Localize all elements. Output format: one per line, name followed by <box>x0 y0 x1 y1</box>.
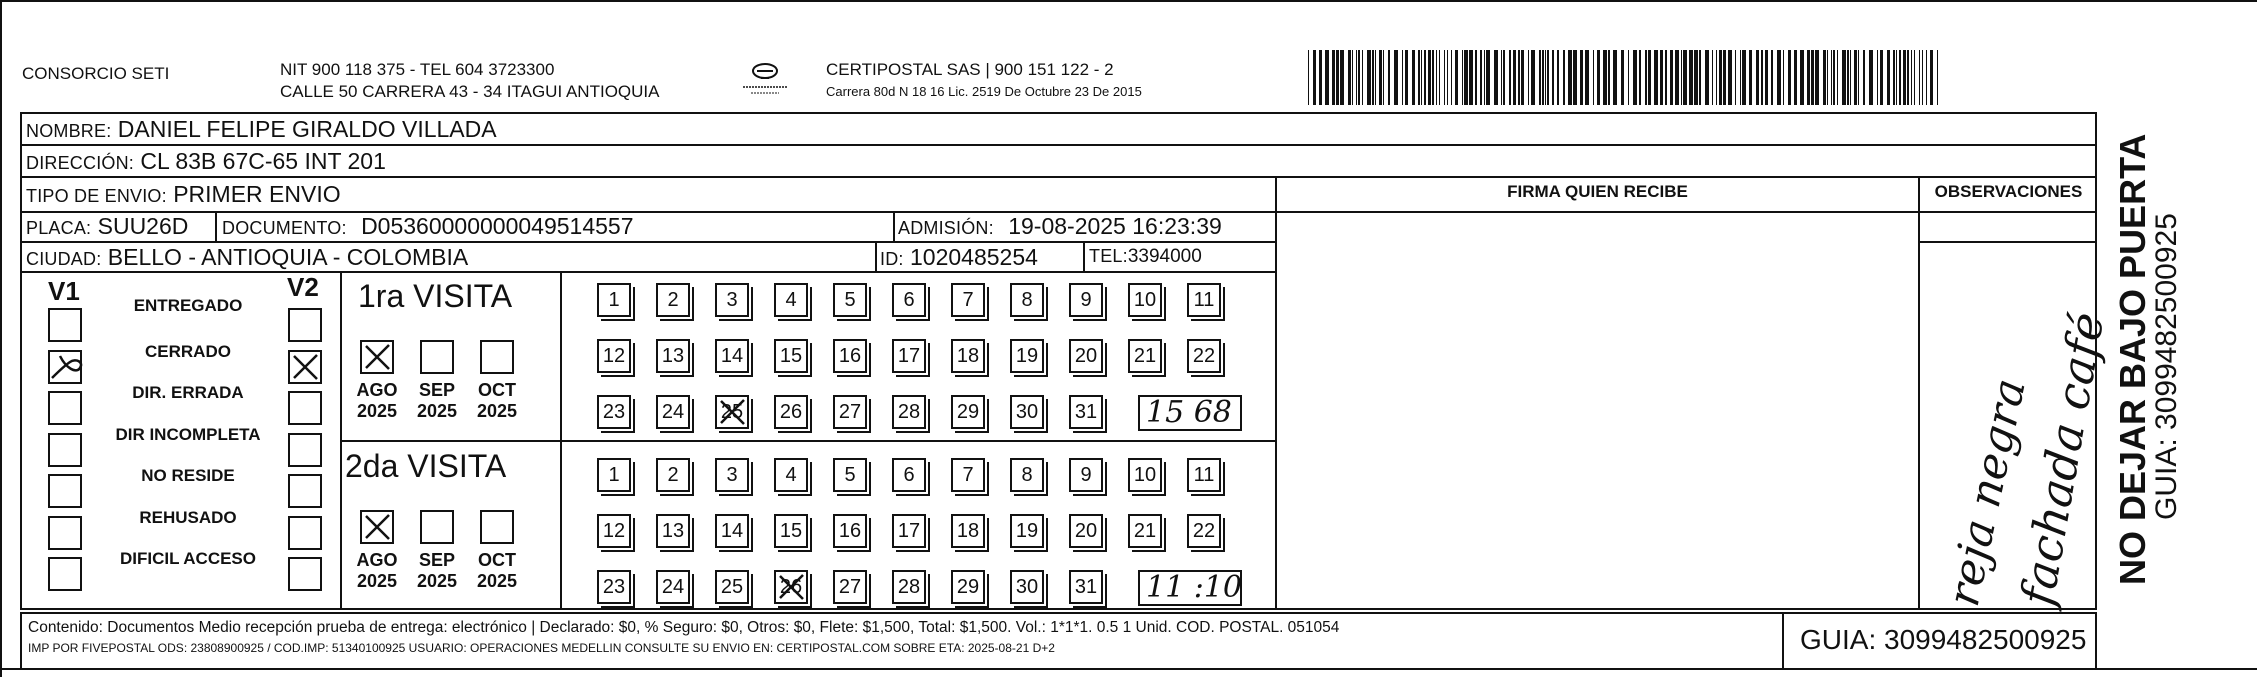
first-day-box[interactable]: 8 <box>1010 283 1044 317</box>
id-value: 1020485254 <box>910 244 1038 270</box>
first-day-box[interactable]: 11 <box>1187 283 1221 317</box>
barcode-bar <box>1788 50 1791 105</box>
admision-label: ADMISIÓN: <box>898 218 994 238</box>
company-name: CONSORCIO SETI <box>22 64 170 83</box>
second-month-checkbox[interactable] <box>360 510 394 544</box>
barcode-bar <box>1899 50 1901 105</box>
second-day-box[interactable]: 22 <box>1187 514 1221 548</box>
barcode-bar <box>1827 50 1828 105</box>
second-day-box[interactable]: 23 <box>597 570 631 604</box>
first-time-box[interactable] <box>1138 395 1242 431</box>
documento-value: D05360000000049514557 <box>361 213 634 239</box>
barcode-bar <box>1807 50 1810 105</box>
barcode-bar <box>1633 50 1637 105</box>
second-day-box[interactable]: 20 <box>1069 514 1103 548</box>
v1-checkbox[interactable] <box>48 308 82 342</box>
tel-value: 3394000 <box>1127 246 1202 267</box>
barcode-bar <box>1547 50 1549 105</box>
firma-label: FIRMA QUIEN RECIBE <box>1507 182 1688 201</box>
barcode-bar <box>1375 50 1376 105</box>
second-day-box[interactable]: 14 <box>715 514 749 548</box>
barcode-bar <box>1447 50 1448 105</box>
barcode-bar <box>1777 50 1781 105</box>
barcode-bar <box>1937 50 1938 105</box>
second-day-box[interactable]: 2 <box>656 458 690 492</box>
status-label: DIR INCOMPLETA <box>115 424 261 444</box>
barcode-bar <box>1563 50 1565 105</box>
second-day-box[interactable]: 17 <box>892 514 926 548</box>
barcode-bar <box>1869 50 1873 105</box>
barcode-bar <box>1914 50 1915 105</box>
barcode-bar <box>1405 50 1408 105</box>
first-month-label: SEP 2025 <box>416 380 458 421</box>
v2-checkbox[interactable] <box>288 474 322 508</box>
top-border-line <box>0 0 2257 2</box>
first-day-box[interactable]: 12 <box>597 339 631 373</box>
first-day-box[interactable]: 6 <box>892 283 926 317</box>
first-time-text: 15 68 <box>1146 395 1232 430</box>
second-day-box[interactable]: 1 <box>597 458 631 492</box>
first-day-box[interactable]: 17 <box>892 339 926 373</box>
barcode-bar <box>1379 50 1382 105</box>
barcode-bar <box>1660 50 1663 105</box>
barcode-bar <box>1362 50 1363 105</box>
barcode-bar <box>1480 50 1482 105</box>
second-day-box[interactable]: 15 <box>774 514 808 548</box>
barcode-bar <box>1308 50 1309 105</box>
carrier-line: CERTIPOSTAL SAS | 900 151 122 - 2 <box>826 60 1114 79</box>
barcode-bar <box>1877 50 1878 105</box>
barcode-bar <box>1800 50 1804 105</box>
id-label: ID: <box>880 249 904 269</box>
id-field <box>880 244 1038 271</box>
second-day-box[interactable]: 30 <box>1010 570 1044 604</box>
barcode-bar <box>1348 50 1351 105</box>
day-cross-mark <box>776 572 806 611</box>
barcode-bar <box>1325 50 1329 105</box>
barcode-bar <box>1319 50 1322 105</box>
first-day-box[interactable]: 18 <box>951 339 985 373</box>
barcode-bar <box>1842 50 1846 105</box>
v1-checkbox[interactable] <box>48 474 82 508</box>
v1-label: V1 <box>48 276 80 306</box>
ciudad-label: CIUDAD: <box>26 249 102 269</box>
barcode-bar <box>1521 50 1524 105</box>
barcode-bar <box>1847 50 1849 105</box>
barcode-bar <box>1421 50 1422 105</box>
barcode-bar <box>1494 50 1498 105</box>
barcode-bar <box>1689 50 1693 105</box>
col-line <box>1275 176 1277 610</box>
barcode-bar <box>1412 50 1415 105</box>
second-month-label: OCT 2025 <box>476 550 518 591</box>
nombre-value: DANIEL FELIPE GIRALDO VILLADA <box>117 116 497 142</box>
barcode-bar <box>1728 50 1732 105</box>
barcode-bar <box>1911 50 1912 105</box>
second-time-box[interactable] <box>1138 570 1242 606</box>
barcode-bar <box>1356 50 1357 105</box>
v1-checkbox[interactable] <box>48 516 82 550</box>
barcode-bar <box>1513 50 1516 105</box>
first-day-box[interactable]: 27 <box>833 395 867 429</box>
first-day-box[interactable]: 14 <box>715 339 749 373</box>
barcode-bar <box>1699 50 1701 105</box>
first-day-box[interactable]: 2 <box>656 283 690 317</box>
license-line: Carrera 80d N 18 16 Lic. 2519 De Octubre 23 De 2015 <box>826 84 1142 99</box>
barcode-bar <box>1503 50 1505 105</box>
barcode-bar <box>1670 50 1673 105</box>
side-guia: GUIA: 3099482500925 <box>2150 213 2183 520</box>
first-day-box[interactable]: 10 <box>1128 283 1162 317</box>
second-day-box[interactable]: 16 <box>833 514 867 548</box>
barcode-bar <box>1645 50 1647 105</box>
col-line <box>560 271 562 610</box>
tel-label: TEL: <box>1089 246 1128 266</box>
second-day-box[interactable]: 26 <box>774 570 808 604</box>
tipo-envio-value: PRIMER ENVIO <box>173 181 341 207</box>
row-line <box>20 271 1275 273</box>
barcode-bar <box>1383 50 1384 105</box>
first-day-box[interactable]: 25 <box>715 395 749 429</box>
barcode-bar <box>1794 50 1797 105</box>
second-day-box[interactable]: 28 <box>892 570 926 604</box>
barcode-bar <box>1681 50 1682 105</box>
barcode-bar <box>1887 50 1890 105</box>
documento-label: DOCUMENTO: <box>222 218 347 238</box>
v2-checkbox[interactable] <box>288 391 322 425</box>
v2-checkbox[interactable] <box>288 557 322 591</box>
first-day-box[interactable]: 24 <box>656 395 690 429</box>
first-month-label: AGO 2025 <box>356 380 398 421</box>
nit-line: NIT 900 118 375 - TEL 604 3723300 <box>280 60 555 79</box>
status-label: DIR. ERRADA <box>132 383 244 402</box>
v1-checkbox[interactable] <box>48 433 82 467</box>
placa-value: SUU26D <box>97 213 189 239</box>
barcode-bar <box>1648 50 1651 105</box>
first-day-box[interactable]: 23 <box>597 395 631 429</box>
barcode-bar <box>1424 50 1426 105</box>
barcode-bar <box>1654 50 1658 105</box>
barcode-bar <box>1608 50 1610 105</box>
barcode-bar <box>1930 50 1933 105</box>
barcode-bar <box>1432 50 1434 105</box>
second-day-box[interactable]: 11 <box>1187 458 1221 492</box>
barcode-bar <box>1783 50 1784 105</box>
direccion-label: DIRECCIÓN: <box>26 153 135 173</box>
first-day-box[interactable]: 21 <box>1128 339 1162 373</box>
barcode-bar <box>1723 50 1726 105</box>
barcode-bar <box>1719 50 1722 105</box>
first-day-box[interactable]: 31 <box>1069 395 1103 429</box>
second-day-box[interactable]: 18 <box>951 514 985 548</box>
barcode-bar <box>1444 50 1445 105</box>
admision-value: 19-08-2025 16:23:39 <box>1008 213 1222 239</box>
second-day-box[interactable]: 13 <box>656 514 690 548</box>
status-label: REHUSADO <box>139 507 237 527</box>
tel-field <box>1089 246 1202 268</box>
barcode-bar <box>1484 50 1485 105</box>
barcode-bar <box>1922 50 1923 105</box>
footer-guia: GUIA: 3099482500925 <box>1800 624 2087 655</box>
second-day-box[interactable]: 7 <box>951 458 985 492</box>
col-line <box>875 241 877 271</box>
barcode-bar <box>1854 50 1857 105</box>
barcode-bar <box>1907 50 1909 105</box>
barcode-bar <box>1428 50 1431 105</box>
admision-field <box>898 213 1222 240</box>
barcode-bar <box>1735 50 1736 105</box>
barcode-bar <box>1919 50 1920 105</box>
first-day-box[interactable]: 26 <box>774 395 808 429</box>
second-month-label: AGO 2025 <box>356 550 398 591</box>
second-day-box[interactable]: 19 <box>1010 514 1044 548</box>
barcode-bar <box>1585 50 1589 105</box>
status-label: ENTREGADO <box>133 296 243 315</box>
barcode-bar <box>1469 50 1473 105</box>
second-day-box[interactable]: 29 <box>951 570 985 604</box>
barcode-bar <box>1896 50 1897 105</box>
barcode-bar <box>1675 50 1679 105</box>
barcode-bar <box>1313 50 1316 105</box>
v2-label: V2 <box>287 272 319 302</box>
barcode-bar <box>1501 50 1502 105</box>
barcode-bar <box>1436 50 1437 105</box>
barcode-bar <box>1603 50 1607 105</box>
first-day-box[interactable]: 19 <box>1010 339 1044 373</box>
barcode-bar <box>1831 50 1832 105</box>
barcode-bar <box>1716 50 1717 105</box>
barcode-bar <box>1462 50 1463 105</box>
status-label: DIFICIL ACCESO <box>119 549 256 568</box>
barcode-bar <box>1464 50 1468 105</box>
tipo-envio-label: TIPO DE ENVIO: <box>26 186 167 206</box>
barcode-bar <box>1926 50 1927 105</box>
second-day-box[interactable]: 27 <box>833 570 867 604</box>
first-day-box[interactable]: 16 <box>833 339 867 373</box>
first-visit-title: 1ra VISITA <box>358 278 513 314</box>
barcode-bar <box>1402 50 1403 105</box>
v2-checkbox[interactable] <box>288 516 322 550</box>
first-day-box[interactable]: 5 <box>833 283 867 317</box>
barcode-bar <box>1765 50 1768 105</box>
first-day-box[interactable]: 4 <box>774 283 808 317</box>
barcode-bar <box>1858 50 1859 105</box>
placa-label: PLACA: <box>26 218 92 238</box>
barcode-bar <box>1580 50 1583 105</box>
observaciones-label: OBSERVACIONES <box>1934 182 2083 201</box>
status-label: NO RESIDE <box>141 466 235 485</box>
barcode-bar <box>1352 50 1353 105</box>
barcode-bar <box>1531 50 1535 105</box>
first-month-checkbox[interactable] <box>360 340 394 374</box>
barcode-bar <box>1756 50 1759 105</box>
barcode-bar <box>1573 50 1577 105</box>
barcode-bar <box>1439 50 1440 105</box>
direccion-field <box>26 148 386 175</box>
barcode <box>1308 50 1943 105</box>
barcode-bar <box>1740 50 1741 105</box>
v2-checkbox[interactable] <box>288 433 322 467</box>
second-day-box[interactable]: 8 <box>1010 458 1044 492</box>
row-line <box>20 176 2097 178</box>
barcode-bar <box>1552 50 1554 105</box>
first-day-box[interactable]: 28 <box>892 395 926 429</box>
row-line <box>20 144 2097 146</box>
barcode-bar <box>1815 50 1819 105</box>
v1-checkbox[interactable] <box>48 557 82 591</box>
barcode-bar <box>1388 50 1390 105</box>
first-month-checkbox[interactable] <box>420 340 454 374</box>
barcode-bar <box>1850 50 1851 105</box>
barcode-bar <box>1568 50 1572 105</box>
barcode-bar <box>1332 50 1335 105</box>
second-day-box[interactable]: 10 <box>1128 458 1162 492</box>
second-day-box[interactable]: 4 <box>774 458 808 492</box>
barcode-bar <box>1455 50 1458 105</box>
first-day-box[interactable]: 9 <box>1069 283 1103 317</box>
v2-checkbox[interactable] <box>288 350 322 384</box>
second-day-box[interactable]: 25 <box>715 570 749 604</box>
barcode-bar <box>1593 50 1594 105</box>
barcode-bar <box>1336 50 1339 105</box>
second-day-box[interactable]: 9 <box>1069 458 1103 492</box>
row-line <box>340 440 1275 442</box>
barcode-bar <box>1539 50 1541 105</box>
barcode-bar <box>1837 50 1838 105</box>
row-line <box>1918 241 2097 243</box>
barcode-bar <box>1694 50 1698 105</box>
day-cross-mark <box>717 397 747 436</box>
col-line <box>215 211 217 241</box>
barcode-bar <box>1613 50 1617 105</box>
second-day-box[interactable]: 24 <box>656 570 690 604</box>
barcode-bar <box>1394 50 1398 105</box>
tipo-envio-field <box>26 181 341 208</box>
second-day-box[interactable]: 21 <box>1128 514 1162 548</box>
placa-field <box>26 213 188 240</box>
col-line <box>893 211 895 241</box>
status-label: CERRADO <box>145 341 231 361</box>
second-month-label: SEP 2025 <box>416 550 458 591</box>
barcode-bar <box>1771 50 1773 105</box>
barcode-bar <box>1749 50 1752 105</box>
barcode-bar <box>1597 50 1600 105</box>
col-line <box>1083 241 1085 271</box>
barcode-bar <box>1880 50 1883 105</box>
barcode-bar <box>1509 50 1511 105</box>
first-day-box[interactable]: 29 <box>951 395 985 429</box>
barcode-bar <box>1451 50 1452 105</box>
barcode-bar <box>1475 50 1477 105</box>
first-day-box[interactable]: 20 <box>1069 339 1103 373</box>
barcode-bar <box>1823 50 1826 105</box>
col-line <box>1918 176 1920 610</box>
no-dejar-bajo-puerta: NO DEJAR BAJO PUERTA <box>2112 133 2153 585</box>
barcode-bar <box>1358 50 1360 105</box>
barcode-bar <box>1833 50 1835 105</box>
v1-checkbox[interactable] <box>48 391 82 425</box>
first-day-box[interactable]: 13 <box>656 339 690 373</box>
barcode-bar <box>1545 50 1546 105</box>
barcode-bar <box>1518 50 1520 105</box>
observaciones-handwriting-2: fachada café <box>2010 308 2115 610</box>
barcode-bar <box>1893 50 1895 105</box>
observaciones-handwriting-1: reja negra <box>1938 374 2036 611</box>
direccion-value: CL 83B 67C-65 INT 201 <box>140 148 386 174</box>
address-line: CALLE 50 CARRERA 43 - 34 ITAGUI ANTIOQUIA <box>280 82 660 101</box>
barcode-bar <box>1418 50 1420 105</box>
barcode-bar <box>1557 50 1559 105</box>
v1-checkbox[interactable] <box>48 350 82 384</box>
second-visit-title: 2da VISITA <box>345 448 507 484</box>
barcode-bar <box>1542 50 1544 105</box>
first-month-checkbox[interactable] <box>480 340 514 374</box>
first-month-label: OCT 2025 <box>476 380 518 421</box>
carrier-logo-icon <box>735 60 795 100</box>
first-day-box[interactable]: 30 <box>1010 395 1044 429</box>
first-day-box[interactable]: 3 <box>715 283 749 317</box>
second-day-box[interactable]: 5 <box>833 458 867 492</box>
barcode-bar <box>1742 50 1746 105</box>
barcode-bar <box>1628 50 1629 105</box>
second-day-box[interactable]: 6 <box>892 458 926 492</box>
nombre-field <box>26 116 497 143</box>
barcode-bar <box>1367 50 1371 105</box>
barcode-bar <box>1811 50 1814 105</box>
barcode-bar <box>1683 50 1687 105</box>
barcode-bar <box>1372 50 1374 105</box>
imp-line: IMP POR FIVEPOSTAL ODS: 23808900925 / COD.IMP: 51340100925 USUARIO: OPERACIONES MEDELLIN CONSULTE SU ENVIO EN: CERTIPOSTAL.COM SOBRE ETA: 2025-08-21 D+2 <box>28 641 1055 655</box>
barcode-bar <box>1621 50 1624 105</box>
second-month-checkbox[interactable] <box>480 510 514 544</box>
ciudad-field <box>26 244 468 271</box>
barcode-bar <box>1665 50 1667 105</box>
contenido-line: Contenido: Documentos Medio recepción prueba de entrega: electrónico | Declarado: $0, % Seguro: $0, Otros: $0, Flete: $1,500, Total: $1,500. Vol.: 1*1*1. 0.5 1 Unid. COD. POSTAL. 051054 <box>28 619 1340 636</box>
second-day-box[interactable]: 31 <box>1069 570 1103 604</box>
left-border-line <box>0 0 2 677</box>
second-time-text: 11 :10 <box>1146 570 1242 605</box>
barcode-bar <box>1528 50 1529 105</box>
first-day-box[interactable]: 15 <box>774 339 808 373</box>
first-day-box[interactable]: 1 <box>597 283 631 317</box>
barcode-bar <box>1761 50 1763 105</box>
barcode-bar <box>1712 50 1713 105</box>
row-line <box>20 241 1275 243</box>
v2-checkbox[interactable] <box>288 308 322 342</box>
ciudad-value: BELLO - ANTIOQUIA - COLOMBIA <box>107 244 469 270</box>
barcode-bar <box>1639 50 1641 105</box>
barcode-bar <box>1340 50 1344 105</box>
barcode-bar <box>1486 50 1490 105</box>
second-day-box[interactable]: 12 <box>597 514 631 548</box>
first-day-box[interactable]: 7 <box>951 283 985 317</box>
barcode-bar <box>1903 50 1906 105</box>
barcode-bar <box>1863 50 1865 105</box>
second-day-box[interactable]: 3 <box>715 458 749 492</box>
nombre-label: NOMBRE: <box>26 121 112 141</box>
barcode-bar <box>1705 50 1709 105</box>
col-line <box>1782 612 1784 670</box>
second-month-checkbox[interactable] <box>420 510 454 544</box>
first-day-box[interactable]: 22 <box>1187 339 1221 373</box>
documento-field <box>222 213 634 240</box>
